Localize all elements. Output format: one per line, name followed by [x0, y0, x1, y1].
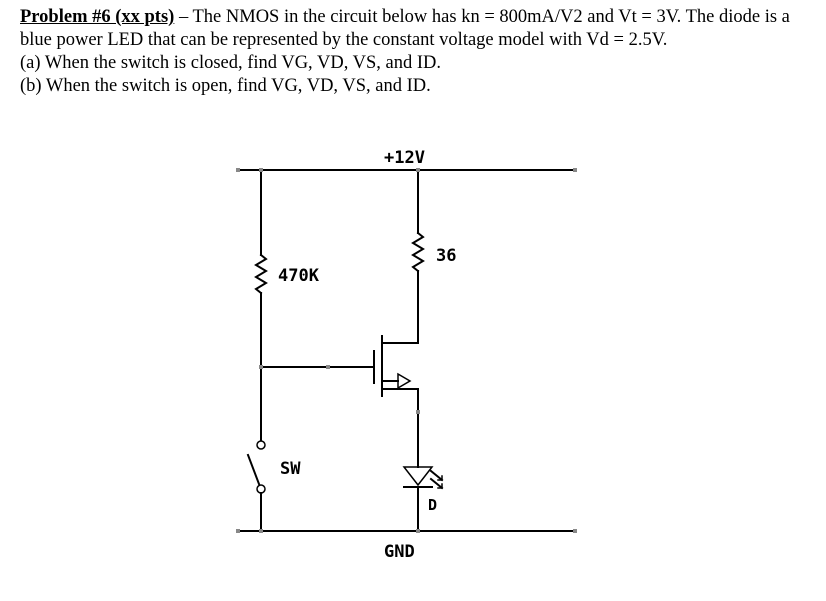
ground-label: GND — [384, 542, 415, 562]
gate-resistor-470k — [256, 255, 266, 293]
node-dot — [416, 529, 420, 533]
switch-label: SW — [280, 459, 301, 479]
node-dot — [326, 365, 330, 369]
nmos-arrow — [398, 374, 410, 388]
part-a-question: (a) When the switch is closed, find VG, VD, VS, and ID. — [20, 53, 441, 73]
node-dot — [236, 529, 240, 533]
node-dot — [259, 365, 263, 369]
gate-resistor-label: 470K — [278, 266, 319, 286]
led-emission-arrow-1 — [431, 471, 442, 480]
node-dot — [259, 529, 263, 533]
problem-intro: – The NMOS in the circuit below has kn = 800mA/V2 and Vt = 3V. The diode is a blue power LED that can be represented by the constant voltage model with Vd = 2.5V. — [20, 7, 790, 50]
node-dot — [236, 168, 240, 172]
node-dot — [416, 168, 420, 172]
switch-blade — [248, 455, 259, 484]
drain-resistor-36 — [413, 233, 423, 271]
drain-resistor-label: 36 — [436, 246, 457, 266]
problem-heading: Problem #6 (xx pts) — [20, 7, 175, 27]
led-triangle — [404, 467, 432, 485]
node-dot — [573, 529, 577, 533]
node-dot — [259, 168, 263, 172]
switch-top-contact — [257, 441, 265, 449]
node-dot — [573, 168, 577, 172]
node-dot — [416, 410, 420, 414]
part-b-question: (b) When the switch is open, find VG, VD, VS, and ID. — [20, 76, 431, 96]
diode-label: D — [428, 496, 438, 514]
supply-label: +12V — [384, 148, 425, 168]
switch-bottom-contact — [257, 485, 265, 493]
